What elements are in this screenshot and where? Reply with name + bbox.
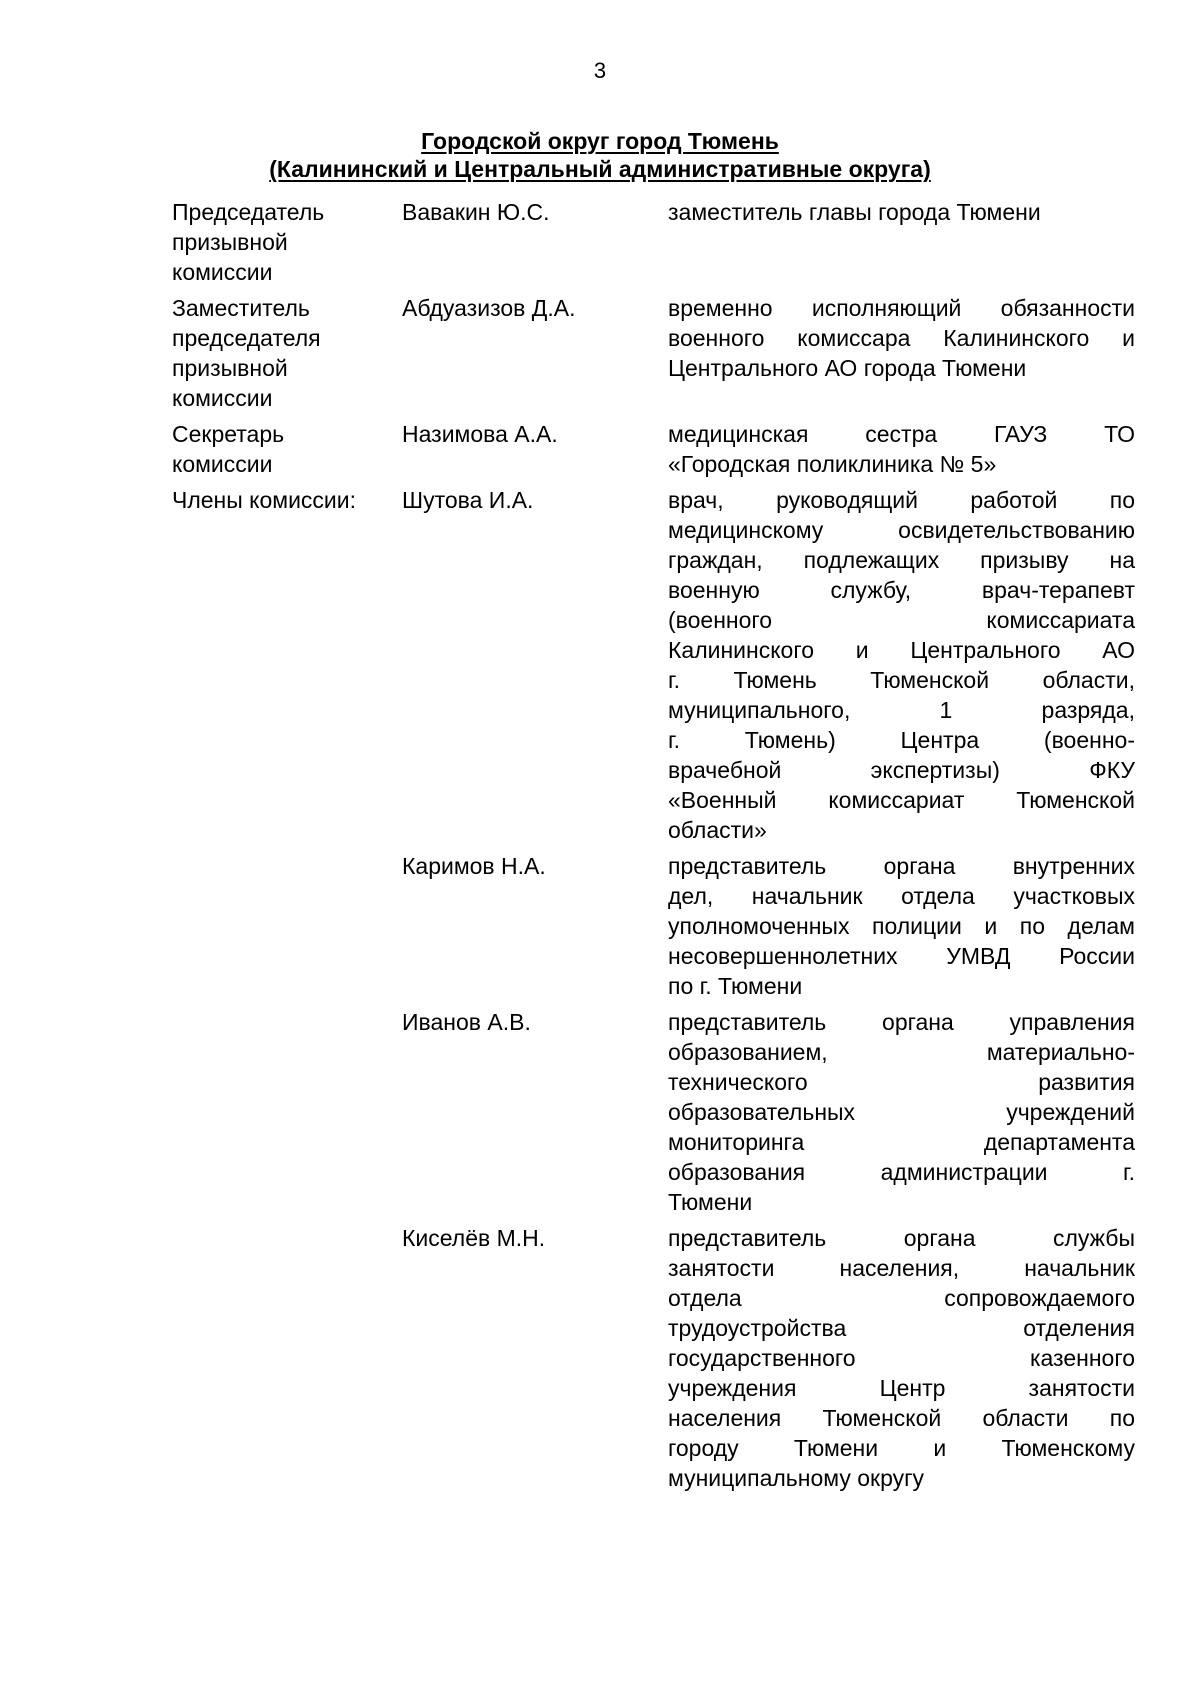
member-description-line: технического развития — [668, 1069, 1135, 1095]
member-row — [0, 1223, 1200, 1493]
member-description-line: образования администрации г. — [668, 1159, 1135, 1185]
member-description-line: военного комиссара Калининского и — [668, 325, 1135, 351]
member-description-line: врач, руководящий работой по — [668, 487, 1135, 513]
member-description-line: представитель органа внутренних — [668, 853, 1135, 879]
member-role-line: комиссии — [172, 385, 273, 411]
member-description — [668, 1007, 1135, 1217]
member-description-line: граждан, подлежащих призыву на — [668, 547, 1135, 573]
member-row — [0, 197, 1200, 287]
member-role-line — [172, 1223, 397, 1253]
heading-line-1: Городской округ город Тюмень — [421, 128, 779, 154]
member-row — [0, 851, 1200, 1001]
member-role — [172, 851, 397, 1001]
member-description-line: занятости населения, начальник — [668, 1255, 1135, 1281]
member-description-line: временно исполняющий обязанности — [668, 295, 1135, 321]
member-role-line: Секретарь — [172, 421, 285, 447]
member-description — [668, 419, 1135, 479]
member-role-line: комиссии — [172, 451, 273, 477]
member-description-line: представитель органа управления — [668, 1009, 1135, 1035]
member-name: Абдуазизов Д.А. — [402, 295, 576, 321]
member-description-line: Калининского и Центрального АО — [668, 637, 1135, 663]
member-description-line: заместитель главы города Тюмени — [668, 199, 1041, 225]
member-description-line: области» — [668, 817, 767, 843]
member-role-line: призывной — [172, 229, 288, 255]
member-description-line: населения Тюменской области по — [668, 1405, 1135, 1431]
member-role-line: председателя — [172, 325, 321, 351]
member-role-line: Заместитель — [172, 295, 310, 321]
heading-line-2: (Калининский и Центральный административные округа) — [269, 156, 931, 182]
member-description-line: медицинская сестра ГАУЗ ТО — [668, 421, 1135, 447]
member-description-line: Центрального АО города Тюмени — [668, 355, 1027, 381]
member-description-line: образованием, материально- — [668, 1039, 1135, 1065]
member-role — [172, 1223, 397, 1493]
member-description-line: медицинскому освидетельствованию — [668, 517, 1135, 543]
member-role — [172, 1007, 397, 1217]
member-role — [172, 293, 397, 413]
member-name: Каримов Н.А. — [402, 853, 546, 879]
member-role — [172, 419, 397, 479]
member-description — [668, 485, 1135, 845]
member-role-line: Председатель — [172, 199, 325, 225]
member-description-line: г. Тюмень Тюменской области, — [668, 667, 1135, 693]
member-row — [0, 293, 1200, 413]
member-description-line: «Городская поликлиника № 5» — [668, 451, 997, 477]
member-role-line — [172, 1007, 397, 1037]
member-description-line: представитель органа службы — [668, 1225, 1135, 1251]
member-role-line: комиссии — [172, 259, 273, 285]
member-name: Иванов А.В. — [402, 1009, 531, 1035]
commission-roster — [0, 197, 1200, 1499]
member-description-line: г. Тюмень) Центра (военно- — [668, 727, 1135, 753]
member-description-line: городу Тюмени и Тюменскому — [668, 1435, 1135, 1461]
member-role — [172, 485, 397, 845]
member-description-line: несовершеннолетних УМВД России — [668, 943, 1135, 969]
member-name: Вавакин Ю.С. — [402, 199, 550, 225]
member-description-line: «Военный комиссариат Тюменской — [668, 787, 1135, 813]
member-role — [172, 197, 397, 287]
member-description-line: (военного комиссариата — [668, 607, 1135, 633]
member-row — [0, 485, 1200, 845]
member-description-line: дел, начальник отдела участковых — [668, 883, 1135, 909]
member-description-line: врачебной экспертизы) ФКУ — [668, 757, 1135, 783]
member-description-line: военную службу, врач-терапевт — [668, 577, 1135, 603]
member-role-line: призывной — [172, 355, 288, 381]
member-description-line: учреждения Центр занятости — [668, 1375, 1135, 1401]
member-description-line: муниципальному округу — [668, 1465, 925, 1491]
member-description — [668, 293, 1135, 383]
member-description-line: уполномоченных полиции и по делам — [668, 913, 1135, 939]
member-description-line: по г. Тюмени — [668, 973, 803, 999]
member-row — [0, 419, 1200, 479]
member-name: Шутова И.А. — [402, 487, 534, 513]
document-heading — [0, 127, 1200, 183]
member-description-line: государственного казенного — [668, 1345, 1135, 1371]
member-description-line: мониторинга департамента — [668, 1129, 1135, 1155]
member-description-line: отдела сопровождаемого — [668, 1285, 1135, 1311]
page-number: 3 — [593, 58, 607, 83]
member-name: Киселёв М.Н. — [402, 1225, 546, 1251]
member-name: Назимова А.А. — [402, 421, 558, 447]
member-description — [668, 851, 1135, 1001]
member-description — [668, 197, 1135, 227]
member-description-line: Тюмени — [668, 1189, 753, 1215]
member-description-line: муниципального, 1 разряда, — [668, 697, 1135, 723]
member-description-line: трудоустройства отделения — [668, 1315, 1135, 1341]
member-row — [0, 1007, 1200, 1217]
member-role-line: Члены комиссии: — [172, 487, 357, 513]
member-description-line: образовательных учреждений — [668, 1099, 1135, 1125]
member-role-line — [172, 851, 397, 881]
member-description — [668, 1223, 1135, 1493]
